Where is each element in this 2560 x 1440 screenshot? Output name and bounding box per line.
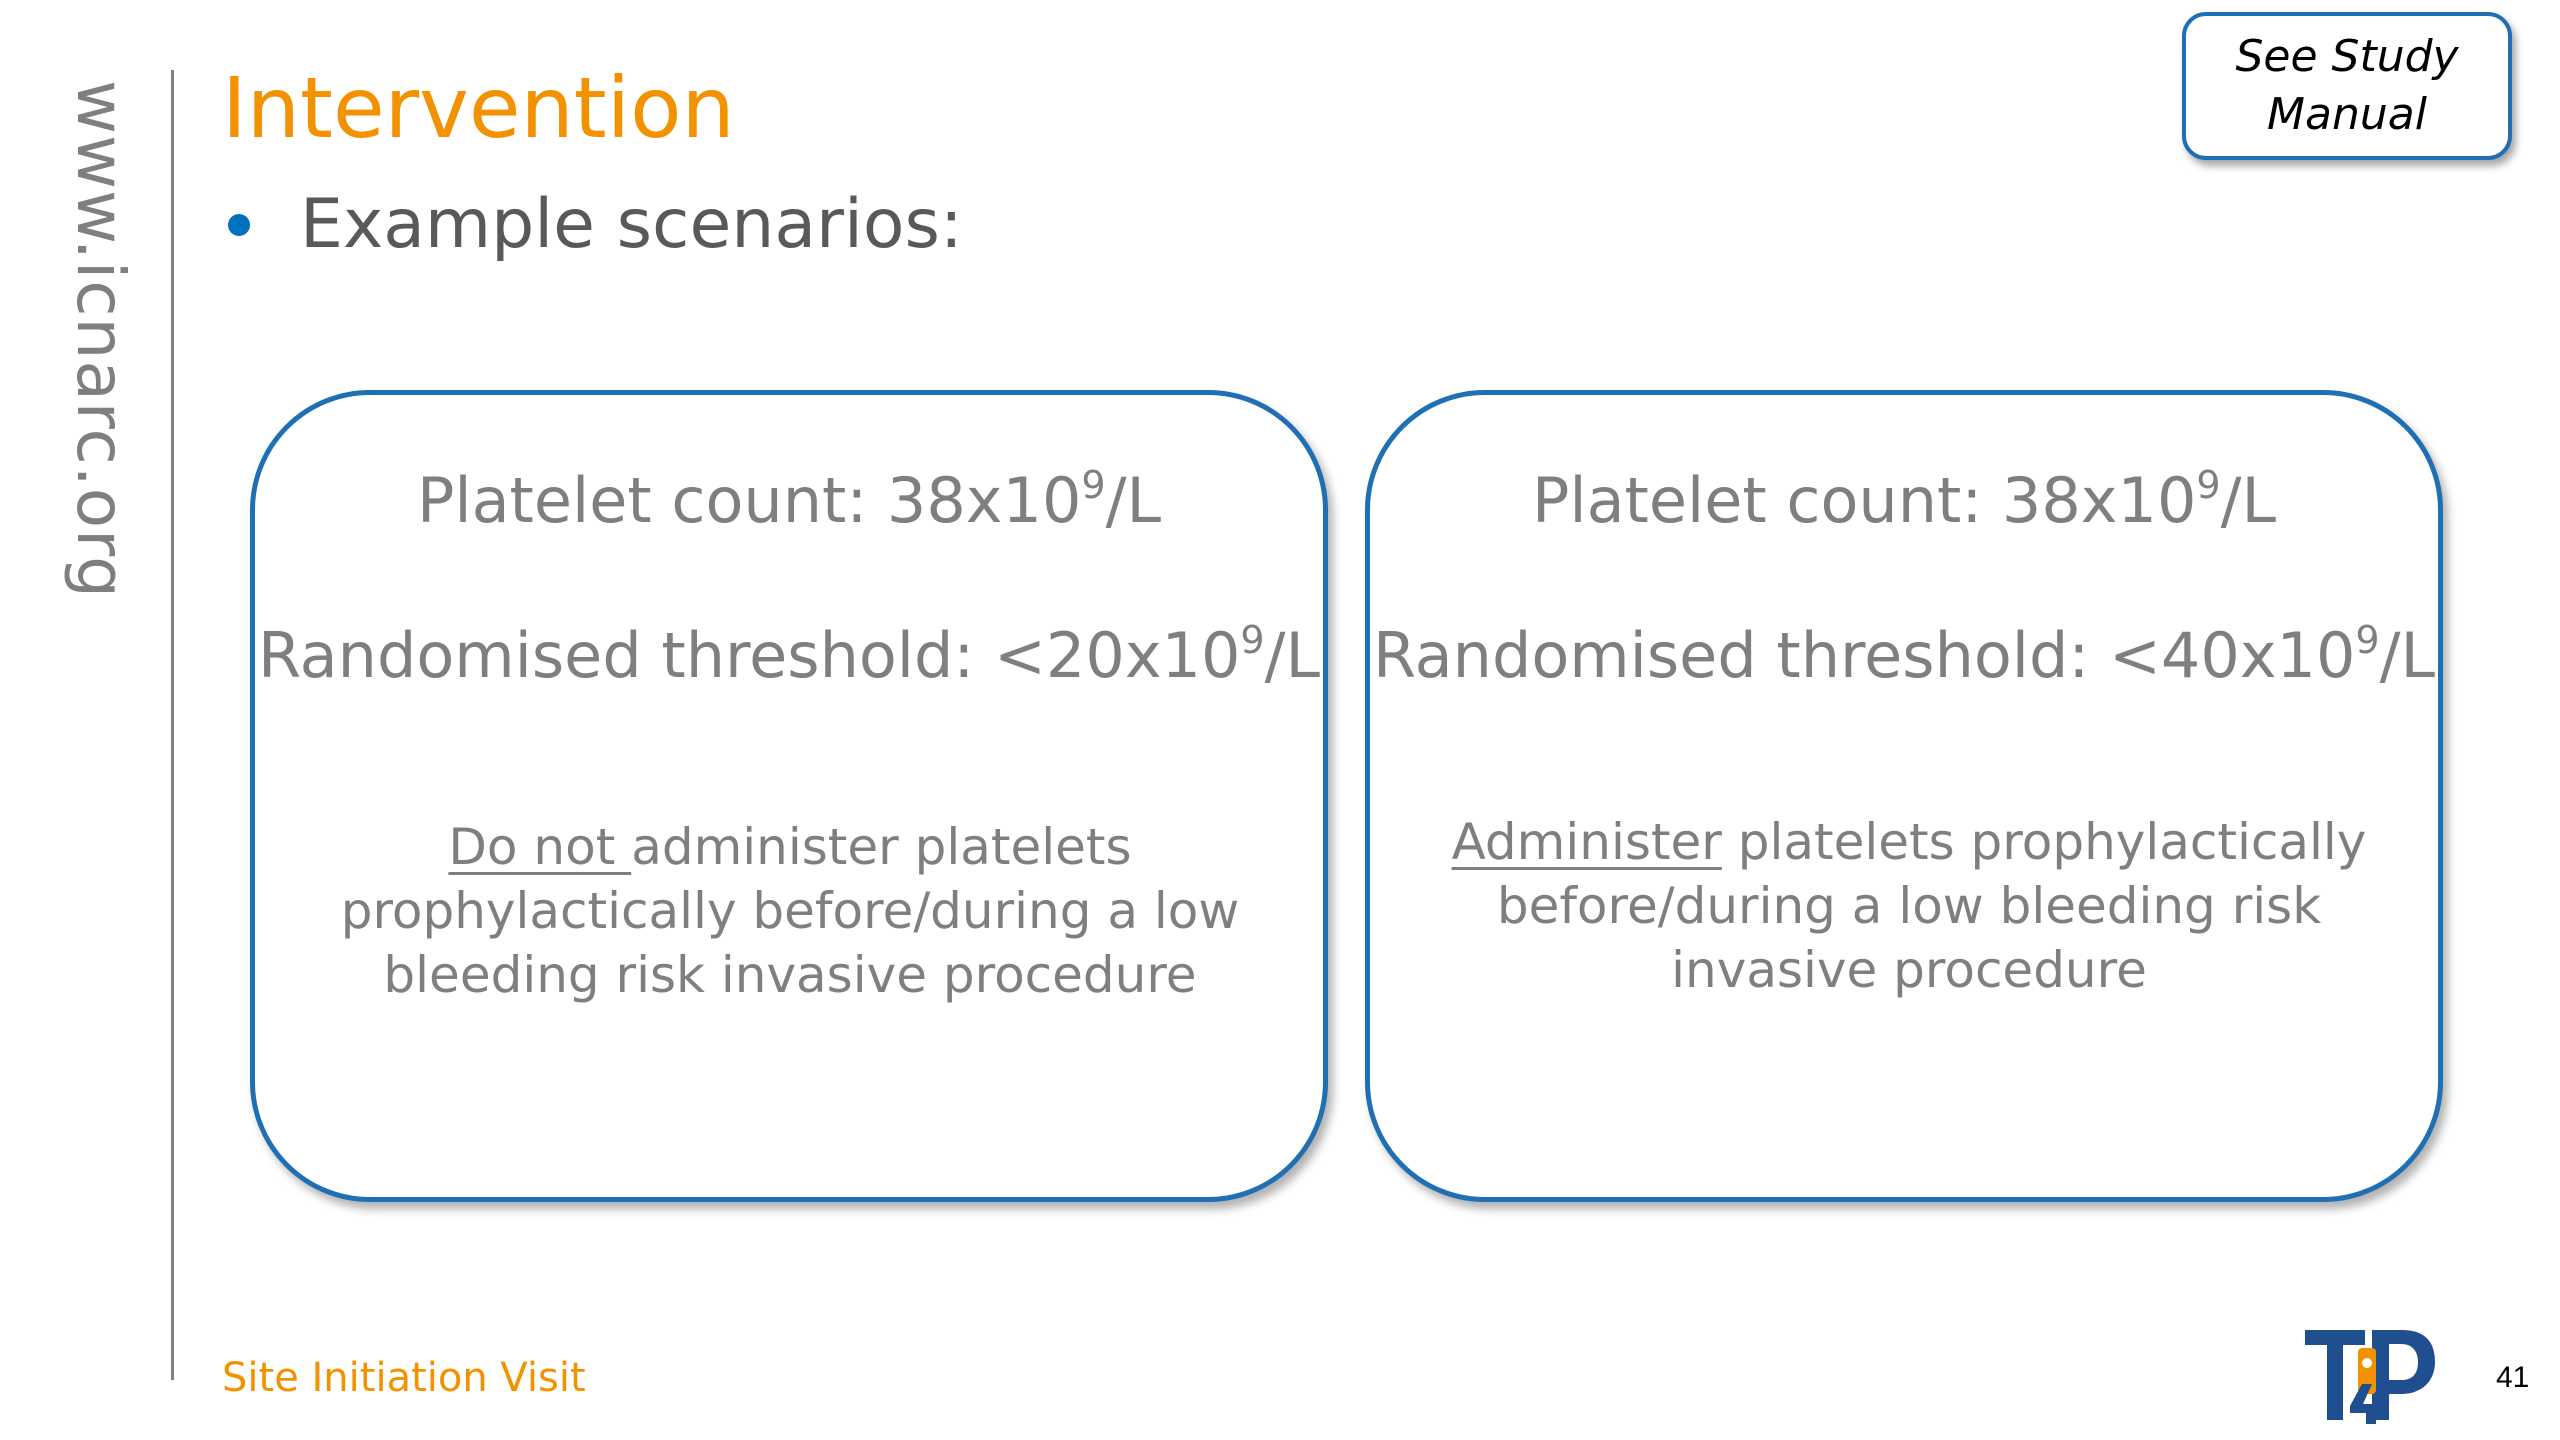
vertical-divider xyxy=(171,70,174,1380)
bullet-icon xyxy=(228,214,250,236)
threshold-label: Randomised threshold: <40x10 xyxy=(1372,619,2356,692)
see-study-manual-callout xyxy=(2182,12,2512,160)
bullet-item xyxy=(228,180,963,270)
platelet-count-exponent: 9 xyxy=(1081,463,1106,507)
slide-title: Intervention xyxy=(222,59,735,157)
threshold-unit: /L xyxy=(2379,619,2436,692)
action-text: platelets prophylactically before/during a low bleeding risk invasive procedure xyxy=(1496,813,2367,999)
threshold-label: Randomised threshold: <20x10 xyxy=(257,619,1241,692)
action-text: administer platelets prophylactically before/during a low bleeding risk invasive procedure xyxy=(340,818,1240,1004)
scenario-action xyxy=(1414,810,2404,1002)
bullet-text: Example scenarios: xyxy=(300,185,963,264)
threshold-exponent: 9 xyxy=(2355,618,2380,662)
website-url: www.icnarc.org xyxy=(62,80,139,599)
scenario-action xyxy=(295,815,1285,1007)
platelet-count-label: Platelet count: 38x10 xyxy=(1531,464,2197,537)
platelet-count xyxy=(1370,445,2438,541)
platelet-count-label: Platelet count: 38x10 xyxy=(416,464,1082,537)
platelet-count-unit: /L xyxy=(1105,464,1162,537)
scenario-card-1 xyxy=(250,390,1328,1202)
scenario-card-2 xyxy=(1365,390,2443,1202)
threshold-exponent: 9 xyxy=(1240,618,1265,662)
page-number: 41 xyxy=(2496,1361,2530,1394)
platelet-count xyxy=(255,445,1323,541)
action-emphasis: Do not xyxy=(448,818,632,876)
threshold-unit: /L xyxy=(1264,619,1321,692)
footer-title: Site Initiation Visit xyxy=(222,1355,586,1401)
randomised-threshold xyxy=(255,600,1323,696)
randomised-threshold xyxy=(1370,600,2438,696)
platelet-count-unit: /L xyxy=(2220,464,2277,537)
platelet-count-exponent: 9 xyxy=(2196,463,2221,507)
action-emphasis: Administer xyxy=(1451,813,1722,871)
t4p-logo xyxy=(2300,1320,2440,1430)
callout-text: See Study Manual xyxy=(2235,31,2459,140)
